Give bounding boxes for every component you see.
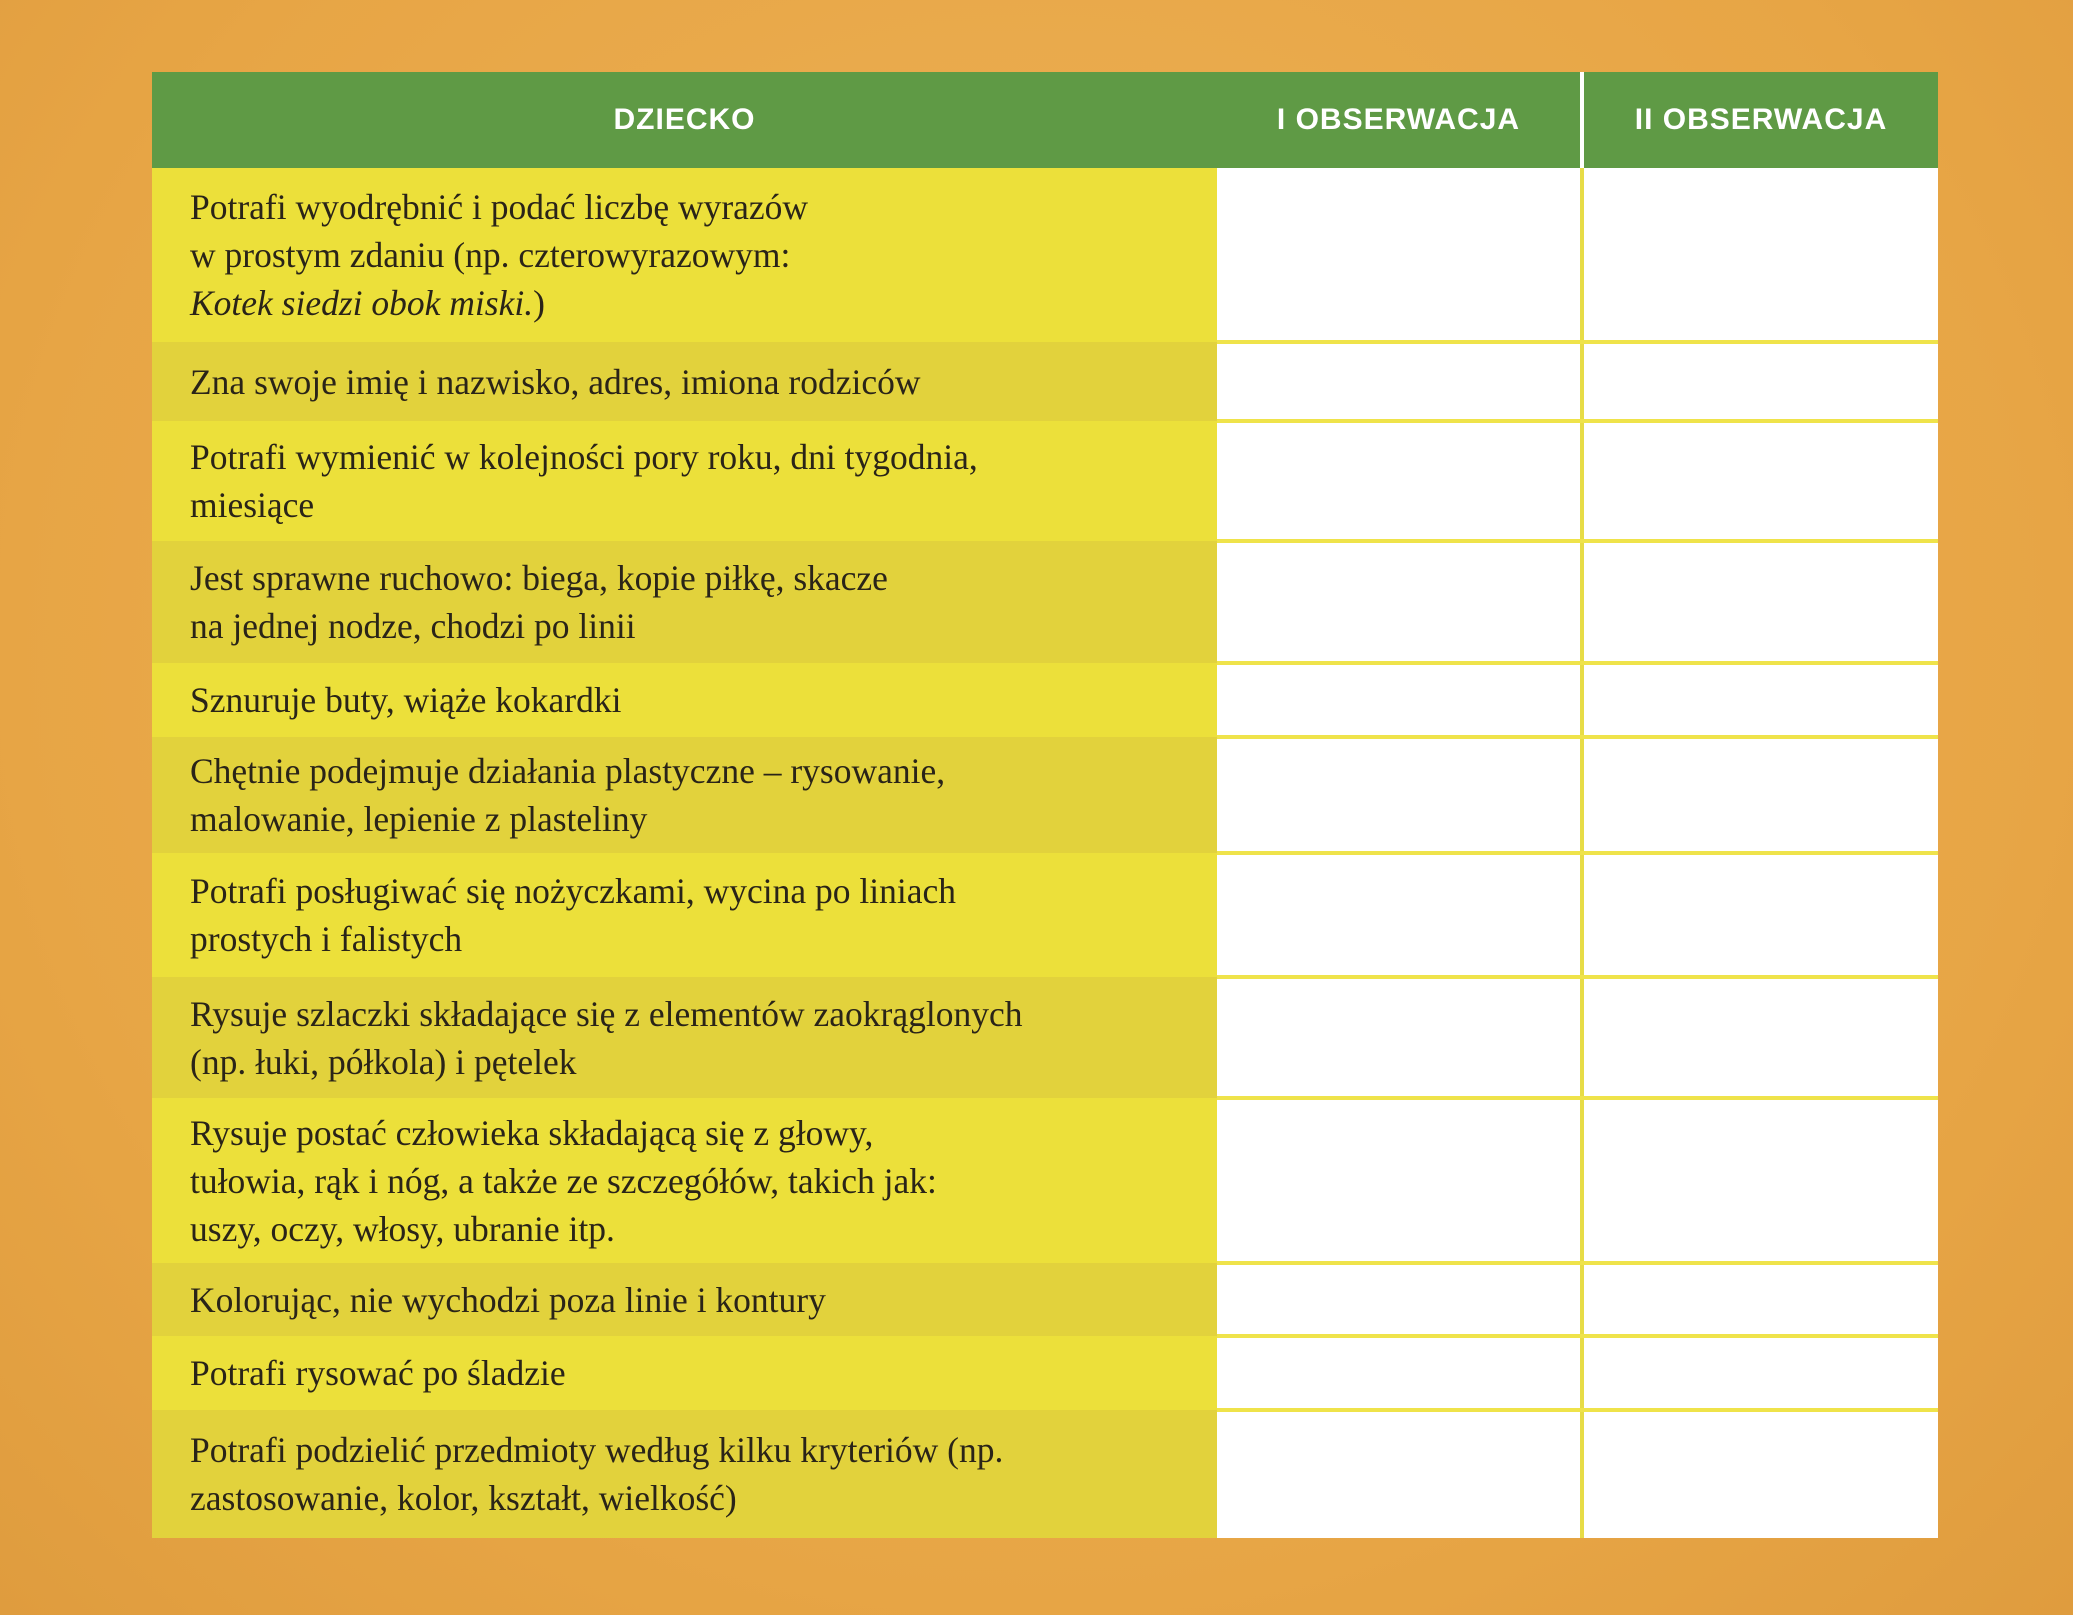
observation-1-cell[interactable] bbox=[1217, 737, 1582, 853]
criterion-text: Potrafi rysować po śladzie bbox=[190, 1353, 566, 1393]
header-child: DZIECKO bbox=[152, 72, 1217, 168]
table-row bbox=[152, 663, 1938, 737]
criterion-cell bbox=[152, 1098, 1217, 1263]
criterion-cell bbox=[152, 1263, 1217, 1336]
header-observation-1: I OBSERWACJA bbox=[1217, 72, 1582, 168]
criterion-text: Rysuje postać człowieka składającą się z głowy, tułowia, rąk i nóg, a także ze szczegółów, takich jak: uszy, oczy, włosy, ubranie itp. bbox=[190, 1112, 937, 1249]
observation-2-cell[interactable] bbox=[1582, 421, 1938, 541]
observation-2-cell[interactable] bbox=[1582, 541, 1938, 663]
observation-table bbox=[152, 72, 1938, 1538]
criterion-cell bbox=[152, 663, 1217, 737]
observation-2-cell[interactable] bbox=[1582, 737, 1938, 853]
criterion-text: Chętnie podejmuje działania plastyczne – rysowanie, malowanie, lepienie z plasteliny bbox=[190, 751, 946, 839]
observation-2-cell[interactable] bbox=[1582, 168, 1938, 342]
criterion-text: Sznuruje buty, wiąże kokardki bbox=[190, 680, 622, 720]
criterion-example: Kotek siedzi obok miski. bbox=[190, 283, 534, 323]
criterion-cell bbox=[152, 1336, 1217, 1410]
header-row bbox=[152, 72, 1938, 168]
observation-2-cell[interactable] bbox=[1582, 1098, 1938, 1263]
observation-2-cell[interactable] bbox=[1582, 663, 1938, 737]
criterion-cell bbox=[152, 1410, 1217, 1538]
table-row bbox=[152, 168, 1938, 342]
observation-1-cell[interactable] bbox=[1217, 1410, 1582, 1538]
criterion-text: Rysuje szlaczki składające się z elementów zaokrąglonych (np. łuki, półkola) i pętelek bbox=[190, 993, 1023, 1082]
observation-1-cell[interactable] bbox=[1217, 1263, 1582, 1336]
observation-1-cell[interactable] bbox=[1217, 977, 1582, 1098]
table-row bbox=[152, 421, 1938, 541]
table-row bbox=[152, 1098, 1938, 1263]
table-row bbox=[152, 342, 1938, 421]
criterion-cell bbox=[152, 342, 1217, 421]
criterion-cell bbox=[152, 168, 1217, 342]
table-header bbox=[152, 72, 1938, 168]
table-row bbox=[152, 737, 1938, 853]
criterion-text: Potrafi podzielić przedmioty według kilku kryteriów (np. zastosowanie, kolor, kształt, wielkość) bbox=[190, 1430, 1004, 1518]
criterion-text: Potrafi posługiwać się nożyczkami, wycina po liniach prostych i falistych bbox=[190, 871, 956, 959]
table-body bbox=[152, 168, 1938, 1538]
observation-1-cell[interactable] bbox=[1217, 663, 1582, 737]
observation-2-cell[interactable] bbox=[1582, 853, 1938, 977]
criterion-text: Kolorując, nie wychodzi poza linie i kontury bbox=[190, 1279, 826, 1320]
observation-1-cell[interactable] bbox=[1217, 421, 1582, 541]
observation-2-cell[interactable] bbox=[1582, 1263, 1938, 1336]
criterion-cell bbox=[152, 541, 1217, 663]
observation-1-cell[interactable] bbox=[1217, 541, 1582, 663]
table-row bbox=[152, 541, 1938, 663]
header-observation-2: II OBSERWACJA bbox=[1582, 72, 1938, 168]
criterion-text: Potrafi wymienić w kolejności pory roku, dni tygodnia, miesiące bbox=[190, 437, 978, 525]
table-row bbox=[152, 1336, 1938, 1410]
observation-2-cell[interactable] bbox=[1582, 1410, 1938, 1538]
table-row bbox=[152, 977, 1938, 1098]
criterion-cell bbox=[152, 853, 1217, 977]
observation-1-cell[interactable] bbox=[1217, 1098, 1582, 1263]
criterion-text: Zna swoje imię i nazwisko, adres, imiona rodziców bbox=[190, 361, 921, 402]
criterion-cell bbox=[152, 421, 1217, 541]
table-row bbox=[152, 1410, 1938, 1538]
table-row bbox=[152, 1263, 1938, 1336]
observation-2-cell[interactable] bbox=[1582, 977, 1938, 1098]
observation-1-cell[interactable] bbox=[1217, 1336, 1582, 1410]
table-row bbox=[152, 853, 1938, 977]
criterion-suffix: ) bbox=[533, 283, 545, 323]
criterion-text: Potrafi wyodrębnić i podać liczbę wyrazów w prostym zdaniu (np. czterowyrazowym: bbox=[190, 187, 809, 275]
criterion-text: Jest sprawne ruchowo: biega, kopie piłkę, skacze na jednej nodze, chodzi po linii bbox=[190, 558, 888, 646]
observation-1-cell[interactable] bbox=[1217, 168, 1582, 342]
criterion-cell bbox=[152, 737, 1217, 853]
observation-2-cell[interactable] bbox=[1582, 1336, 1938, 1410]
observation-2-cell[interactable] bbox=[1582, 342, 1938, 421]
criterion-cell bbox=[152, 977, 1217, 1098]
observation-1-cell[interactable] bbox=[1217, 853, 1582, 977]
observation-1-cell[interactable] bbox=[1217, 342, 1582, 421]
